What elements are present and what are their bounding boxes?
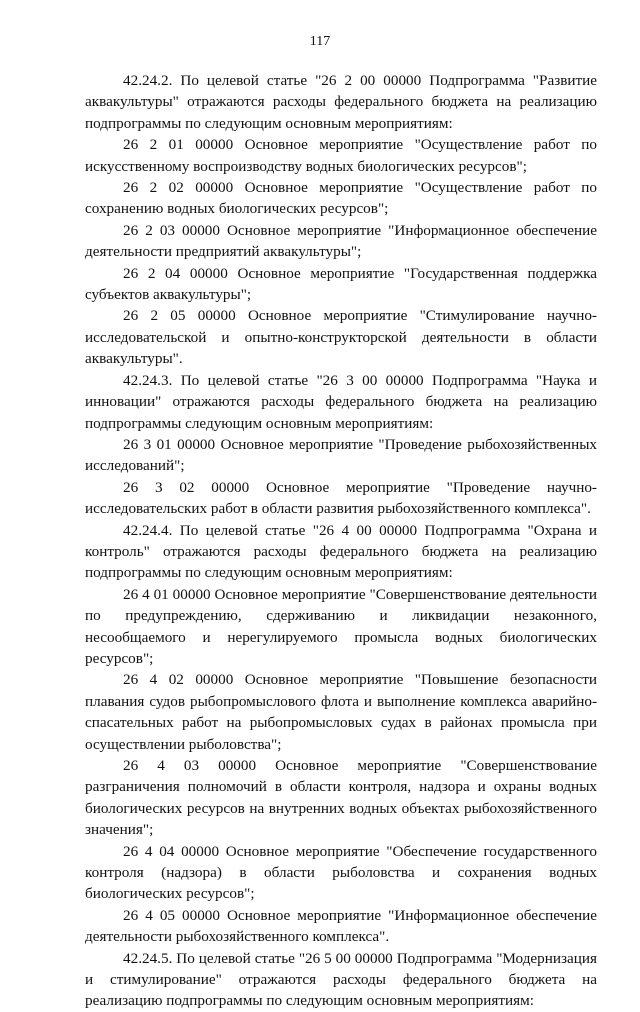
paragraph-26-2-04: 26 2 04 00000 Основное мероприятие "Государственная поддержка субъектов аквакультуры";	[85, 264, 597, 304]
paragraph-42-24-3: 42.24.3. По целевой статье "26 3 00 00000 Подпрограмма "Наука и инновации" отражаются расходы федерального бюджета на реализацию подпрограммы следующим основным мероприятиям:	[85, 371, 597, 432]
page-number: 117	[309, 34, 331, 49]
paragraph-42-24-4: 42.24.4. По целевой статье "26 4 00 00000 Подпрограмма "Охрана и контроль" отражаются расходы федерального бюджета на реализацию подпрограммы по следующим основным мероприятиям:	[85, 521, 597, 582]
paragraph-26-2-03: 26 2 03 00000 Основное мероприятие "Информационное обеспечение деятельности предприятий аквакультуры";	[85, 221, 597, 261]
paragraph-26-4-04: 26 4 04 00000 Основное мероприятие "Обеспечение государственного контроля (надзора) в области рыболовства и сохранения водных биологических ресурсов";	[85, 842, 597, 903]
paragraph-26-4-03: 26 4 03 00000 Основное мероприятие "Совершенствование разграничения полномочий в области контроля, надзора и охраны водных биологических ресурсов на внутренних водных объектах рыбохозяйственного значения";	[85, 757, 597, 839]
document-body	[85, 70, 597, 1012]
paragraph-26-4-05: 26 4 05 00000 Основное мероприятие "Информационное обеспечение деятельности рыбохозяйственного комплекса".	[85, 906, 597, 946]
paragraph-26-4-02: 26 4 02 00000 Основное мероприятие "Повышение безопасности плавания судов рыбопромыслового флота и выполнение комплекса аварийно-спасательных работ на рыбопромысловых судах в районах промысла при осуществлении рыболовства";	[85, 671, 597, 753]
paragraph-26-4-01: 26 4 01 00000 Основное мероприятие "Совершенствование деятельности по предупреждению, сдерживанию и ликвидации незаконного, несообщаемого и нерегулируемого промысла водных биологических ресурсов";	[85, 585, 597, 667]
paragraph-42-24-5: 42.24.5. По целевой статье "26 5 00 00000 Подпрограмма "Модернизация и стимулирование" отражаются расходы федерального бюджета на реализацию подпрограммы по следующим основным мероприятиям:	[85, 949, 597, 1010]
paragraph-26-3-01: 26 3 01 00000 Основное мероприятие "Проведение рыбохозяйственных исследований";	[85, 435, 597, 475]
paragraph-26-2-01: 26 2 01 00000 Основное мероприятие "Осуществление работ по искусственному воспроизводству водных биологических ресурсов";	[85, 136, 597, 175]
paragraph-26-3-02: 26 3 02 00000 Основное мероприятие "Проведение научно-исследовательских работ в области развития рыбохозяйственного комплекса".	[85, 478, 597, 518]
paragraph-42-24-2: 42.24.2. По целевой статье "26 2 00 00000 Подпрограмма "Развитие аквакультуры" отражаются расходы федерального бюджета на реализацию подпрограммы по следующим основным мероприятиям:	[85, 72, 597, 132]
paragraph-26-2-02: 26 2 02 00000 Основное мероприятие "Осуществление работ по сохранению водных биологических ресурсов";	[85, 179, 597, 218]
paragraph-26-2-05: 26 2 05 00000 Основное мероприятие "Стимулирование научно-исследовательской и опытно-конструкторской деятельности в области аквакультуры".	[85, 307, 597, 368]
